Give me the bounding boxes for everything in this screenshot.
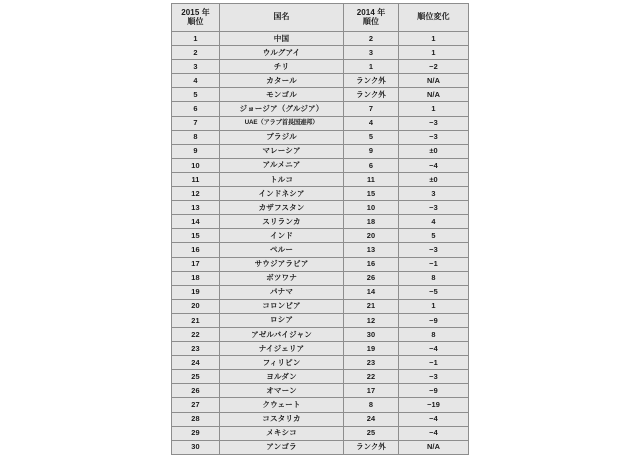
cell-rank-2015: 13 [172, 201, 220, 215]
cell-country: コロンビア [220, 299, 344, 313]
cell-rank-2015: 16 [172, 243, 220, 257]
cell-country: モンゴル [220, 88, 344, 102]
cell-rank-change: ±0 [399, 144, 469, 158]
cell-country: ジョージア（グルジア） [220, 102, 344, 116]
table-row [172, 158, 469, 172]
table-row [172, 144, 469, 158]
cell-rank-2014: 9 [344, 144, 399, 158]
cell-rank-2015: 4 [172, 74, 220, 88]
column-header-rank-2014-line2: 順位 [362, 16, 380, 26]
cell-rank-2014: 5 [344, 130, 399, 144]
table-row [172, 384, 469, 398]
cell-rank-change: −4 [399, 158, 469, 172]
cell-country: クウェート [220, 398, 344, 412]
cell-rank-change: −4 [399, 426, 469, 440]
cell-rank-change: −3 [399, 201, 469, 215]
cell-country: コスタリカ [220, 412, 344, 426]
cell-rank-change: 1 [399, 102, 469, 116]
table-row [172, 299, 469, 313]
cell-rank-2014: 12 [344, 313, 399, 327]
table-row [172, 60, 469, 74]
cell-rank-2015: 7 [172, 116, 220, 130]
cell-country: 中国 [220, 32, 344, 46]
cell-rank-2015: 10 [172, 158, 220, 172]
cell-rank-change: −3 [399, 370, 469, 384]
cell-rank-change: −4 [399, 412, 469, 426]
cell-rank-2014: 22 [344, 370, 399, 384]
table-row [172, 313, 469, 327]
ranking-table-container [171, 3, 468, 455]
cell-rank-change: −9 [399, 384, 469, 398]
table-row [172, 370, 469, 384]
cell-rank-change: 1 [399, 299, 469, 313]
cell-rank-2014: 23 [344, 356, 399, 370]
column-header-rank-2015-line1: 2015 年 [181, 8, 210, 18]
cell-rank-2015: 14 [172, 215, 220, 229]
cell-rank-2014: 30 [344, 327, 399, 341]
cell-country: ナイジェリア [220, 342, 344, 356]
cell-rank-2015: 27 [172, 398, 220, 412]
cell-rank-change: N/A [399, 74, 469, 88]
cell-rank-2014: 1 [344, 60, 399, 74]
cell-rank-2015: 8 [172, 130, 220, 144]
cell-rank-change: 8 [399, 271, 469, 285]
cell-rank-2014: ランク外 [344, 74, 399, 88]
cell-country: オマーン [220, 384, 344, 398]
cell-rank-2014: 24 [344, 412, 399, 426]
table-row [172, 342, 469, 356]
cell-rank-2015: 5 [172, 88, 220, 102]
cell-rank-2015: 11 [172, 172, 220, 186]
cell-country: カタール [220, 74, 344, 88]
cell-rank-2015: 24 [172, 356, 220, 370]
cell-rank-2014: 25 [344, 426, 399, 440]
cell-rank-change: −3 [399, 116, 469, 130]
cell-rank-2015: 18 [172, 271, 220, 285]
table-row [172, 130, 469, 144]
cell-country: アゼルバイジャン [220, 327, 344, 341]
cell-rank-change: 5 [399, 229, 469, 243]
cell-rank-change: −9 [399, 313, 469, 327]
cell-country: ウルグアイ [220, 46, 344, 60]
cell-rank-2014: 26 [344, 271, 399, 285]
cell-country: サウジアラビア [220, 257, 344, 271]
cell-rank-2014: 13 [344, 243, 399, 257]
cell-rank-2015: 17 [172, 257, 220, 271]
cell-country: アルメニア [220, 158, 344, 172]
cell-country: パナマ [220, 285, 344, 299]
cell-rank-2014: 19 [344, 342, 399, 356]
cell-rank-2015: 9 [172, 144, 220, 158]
cell-rank-2015: 29 [172, 426, 220, 440]
cell-rank-change: 1 [399, 32, 469, 46]
cell-country: ボツワナ [220, 271, 344, 285]
table-row [172, 201, 469, 215]
table-row [172, 32, 469, 46]
cell-country: インドネシア [220, 187, 344, 201]
table-row [172, 102, 469, 116]
cell-rank-2015: 1 [172, 32, 220, 46]
cell-country: チリ [220, 60, 344, 74]
cell-rank-change: −3 [399, 243, 469, 257]
cell-rank-2014: 10 [344, 201, 399, 215]
cell-rank-2015: 15 [172, 229, 220, 243]
column-header-rank-change [399, 4, 469, 32]
table-row [172, 426, 469, 440]
cell-rank-change: −1 [399, 356, 469, 370]
cell-rank-2015: 6 [172, 102, 220, 116]
cell-rank-2014: 11 [344, 172, 399, 186]
cell-rank-2014: 21 [344, 299, 399, 313]
cell-country: アンゴラ [220, 440, 344, 454]
cell-rank-change: N/A [399, 440, 469, 454]
cell-rank-change: 4 [399, 215, 469, 229]
cell-rank-change: −5 [399, 285, 469, 299]
column-header-country-line1: 国名 [273, 12, 290, 22]
cell-rank-change: −2 [399, 60, 469, 74]
table-row [172, 243, 469, 257]
table-row [172, 74, 469, 88]
cell-country: メキシコ [220, 426, 344, 440]
cell-country: インド [220, 229, 344, 243]
cell-rank-2014: 3 [344, 46, 399, 60]
cell-country: マレーシア [220, 144, 344, 158]
column-header-rank-2014-line1: 2014 年 [356, 8, 386, 18]
cell-country: ヨルダン [220, 370, 344, 384]
cell-rank-change: 1 [399, 46, 469, 60]
cell-rank-2014: 20 [344, 229, 399, 243]
table-row [172, 257, 469, 271]
table-header [172, 4, 469, 32]
cell-rank-change: −3 [399, 130, 469, 144]
cell-rank-change: ±0 [399, 172, 469, 186]
table-row [172, 412, 469, 426]
cell-country: フィリピン [220, 356, 344, 370]
table-row [172, 356, 469, 370]
cell-rank-change: −4 [399, 342, 469, 356]
table-row [172, 229, 469, 243]
cell-rank-change: N/A [399, 88, 469, 102]
cell-rank-change: 3 [399, 187, 469, 201]
cell-rank-2015: 26 [172, 384, 220, 398]
table-row [172, 271, 469, 285]
cell-rank-2014: 8 [344, 398, 399, 412]
cell-rank-2015: 12 [172, 187, 220, 201]
cell-country: スリランカ [220, 215, 344, 229]
table-row [172, 285, 469, 299]
cell-rank-2015: 30 [172, 440, 220, 454]
cell-rank-2015: 23 [172, 342, 220, 356]
cell-country: ロシア [220, 313, 344, 327]
table-row [172, 46, 469, 60]
column-header-country [220, 4, 344, 32]
table-body [172, 32, 469, 455]
cell-country: カザフスタン [220, 201, 344, 215]
table-row [172, 88, 469, 102]
cell-rank-2014: 16 [344, 257, 399, 271]
cell-country: トルコ [220, 172, 344, 186]
table-row [172, 172, 469, 186]
cell-rank-2014: 6 [344, 158, 399, 172]
cell-rank-2014: 7 [344, 102, 399, 116]
cell-rank-change: 8 [399, 327, 469, 341]
cell-rank-2014: 4 [344, 116, 399, 130]
cell-rank-2015: 3 [172, 60, 220, 74]
column-header-rank-2015 [172, 4, 220, 32]
cell-rank-2014: 14 [344, 285, 399, 299]
cell-rank-change: −1 [399, 257, 469, 271]
cell-rank-2014: ランク外 [344, 440, 399, 454]
cell-rank-change: −19 [399, 398, 469, 412]
cell-rank-2014: 18 [344, 215, 399, 229]
cell-rank-2015: 28 [172, 412, 220, 426]
table-row [172, 327, 469, 341]
table-row [172, 215, 469, 229]
cell-rank-2015: 22 [172, 327, 220, 341]
column-header-rank-2014 [344, 4, 399, 32]
ranking-table [171, 3, 469, 455]
table-row [172, 398, 469, 412]
cell-country: ブラジル [220, 130, 344, 144]
table-header-row [172, 4, 469, 32]
cell-rank-2014: 2 [344, 32, 399, 46]
cell-rank-2015: 25 [172, 370, 220, 384]
column-header-rank-2015-line2: 順位 [187, 16, 204, 26]
table-row [172, 440, 469, 454]
cell-country: UAE（アラブ首長国連邦） [220, 116, 344, 130]
table-row [172, 187, 469, 201]
cell-rank-2014: 15 [344, 187, 399, 201]
cell-rank-2014: ランク外 [344, 88, 399, 102]
column-header-rank-change-line1: 順位変化 [417, 12, 450, 22]
cell-rank-2015: 21 [172, 313, 220, 327]
cell-rank-2015: 20 [172, 299, 220, 313]
cell-rank-2014: 17 [344, 384, 399, 398]
table-row [172, 116, 469, 130]
cell-country: ペルー [220, 243, 344, 257]
cell-rank-2015: 19 [172, 285, 220, 299]
cell-rank-2015: 2 [172, 46, 220, 60]
